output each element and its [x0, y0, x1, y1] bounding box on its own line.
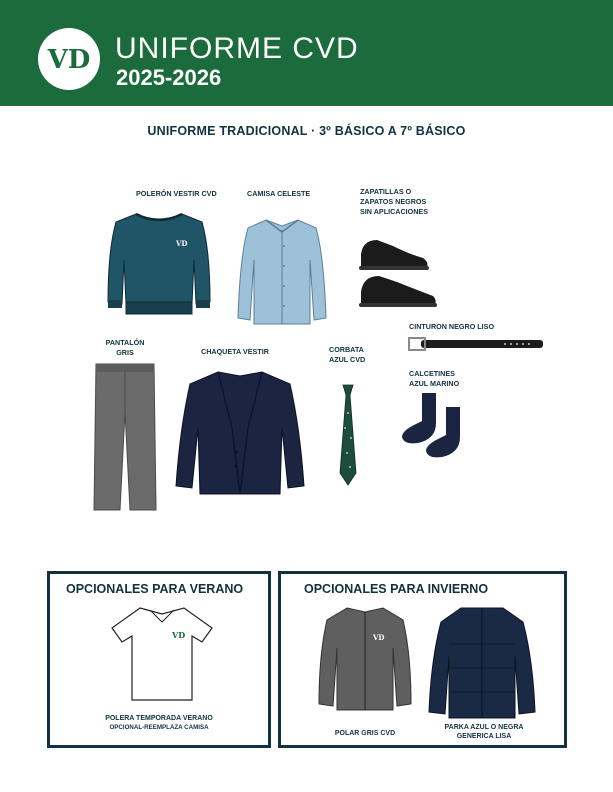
- label-calcetines: CALCETINES AZUL MARINO: [409, 369, 460, 388]
- fleece-caption: POLAR GRIS CVD: [334, 730, 396, 737]
- header-banner: [0, 0, 613, 106]
- parka-image: [427, 604, 537, 722]
- svg-text:VD: VD: [373, 633, 385, 642]
- label-zapatos: ZAPATILLAS O ZAPATOS NEGROS SIN APLICACIONES: [360, 187, 429, 216]
- school-logo: [38, 28, 100, 90]
- shoes-image: [357, 234, 439, 312]
- fleece-image: [317, 604, 413, 714]
- parka-caption: PARKA AZUL O NEGRA GENERICA LISA: [444, 724, 524, 740]
- polo-caption-title: POLERA TEMPORADA VERANO: [105, 715, 213, 722]
- jacket-image: [174, 368, 306, 498]
- label-corbata: CORBATA AZUL CVD: [329, 345, 366, 364]
- belt-image: [407, 337, 545, 351]
- label-pantalon: PANTALÓN GRIS: [105, 338, 145, 357]
- shirt-image: [236, 216, 328, 328]
- label-chaqueta: CHAQUETA VESTIR: [201, 347, 269, 356]
- page-title: UNIFORME CVD: [115, 32, 359, 65]
- sweater-image: [106, 210, 212, 318]
- section-title: UNIFORME TRADICIONAL · 3º BÁSICO A 7º BÁSICO: [147, 124, 466, 138]
- summer-optional-box: [47, 571, 271, 748]
- socks-image: [400, 391, 468, 461]
- label-poleron: POLERÓN VESTIR CVD: [136, 189, 217, 198]
- polo-caption: [52, 714, 266, 732]
- school-year: 2025-2026: [116, 65, 222, 90]
- summer-box-title: OPCIONALES PARA VERANO: [66, 582, 244, 596]
- svg-text:VD: VD: [172, 630, 186, 640]
- svg-text:VD: VD: [176, 239, 188, 248]
- pants-image: [92, 362, 158, 512]
- winter-box-title: OPCIONALES PARA INVIERNO: [304, 582, 489, 596]
- polo-image: [108, 604, 216, 704]
- polo-caption-note: OPCIONAL-REEMPLAZA CAMISA: [109, 724, 209, 731]
- svg-text:VD: VD: [47, 45, 91, 75]
- tie-image: [336, 383, 360, 487]
- label-camisa: CAMISA CELESTE: [247, 189, 311, 198]
- winter-optional-box: [278, 571, 567, 748]
- label-cinturon: CINTURON NEGRO LISO: [409, 322, 495, 331]
